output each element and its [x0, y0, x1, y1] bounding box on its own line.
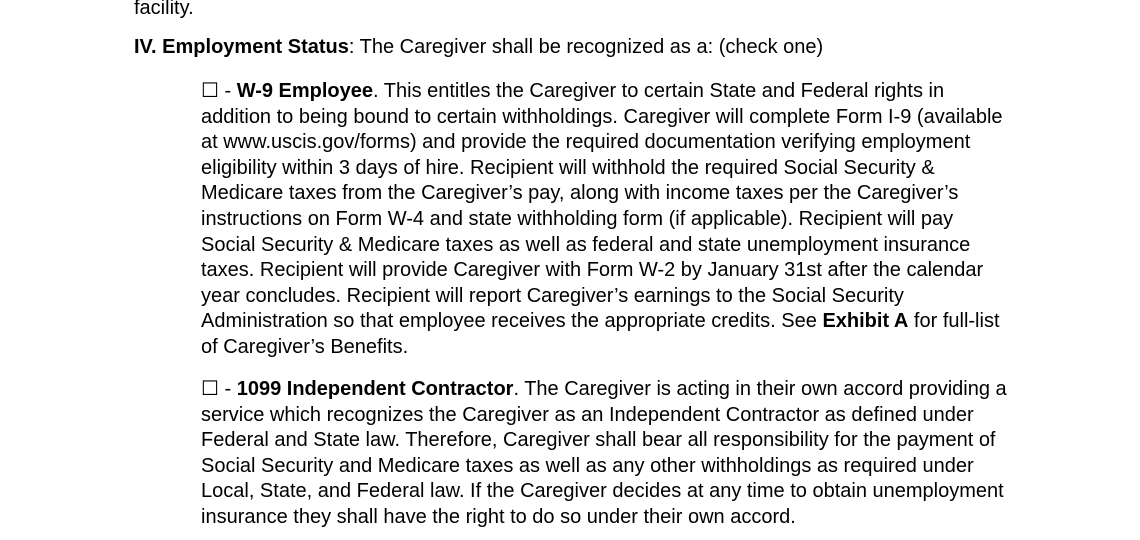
w9-employee-body: . This entitles the Caregiver to certain State and Federal rights in addition to being bound to certain withholdings. Caregiver will complete Form I-9 (available at www.uscis.gov/forms) and provide the required documentation verifying employment eligibility within 3 days of hire. Recipient will withhold the required Social Security & Medicare taxes from the Caregiver’s pay, along with income taxes per the Caregiver’s instructions on Form W-4 and state withholding form (if applicable). Recipient will pay Social Security & Medicare taxes as well as federal and state unemployment insurance taxes. Recipient will provide Caregiver with Form W-2 by January 31st after the calendar year concludes. Recipient will report Caregiver’s earnings to the Social Security Administration so that employee receives the appropriate credits. See [201, 80, 1003, 333]
w9-employee-checkbox[interactable]: ☐ [201, 80, 219, 102]
previous-paragraph-end: facility. [134, 0, 194, 19]
independent-contractor-title: 1099 Independent Contractor [236, 378, 514, 400]
w9-employee-title: W-9 Employee [236, 80, 374, 102]
independent-contractor-checkbox[interactable]: ☐ [201, 378, 219, 400]
section-intro-text: : The Caregiver shall be recognized as a: (check one) [348, 36, 824, 58]
independent-contractor-text [201, 377, 1013, 531]
independent-contractor-option [201, 377, 1013, 531]
independent-contractor-body: . The Caregiver is acting in their own accord providing a service which recognizes the Caregiver as an Independent Contractor as defined under Federal and State law. Therefore, Caregiver shall bear all responsibility for the payment of Social Security and Medicare taxes as well as any other withholdings as required under Local, State, and Federal law. If the Caregiver decides at any time to obtain unemployment insurance they shall have the right to do so under their own accord. [201, 378, 1007, 528]
w9-employee-option [201, 79, 1013, 361]
option-dash: - [218, 378, 237, 400]
option-dash: - [218, 80, 237, 102]
exhibit-a-reference: Exhibit A [822, 310, 909, 333]
employment-status-section [134, 35, 823, 61]
w9-employee-tail: for full-list of Caregiver’s Benefits. [201, 310, 1000, 358]
section-heading: IV. Employment Status [134, 36, 349, 58]
w9-employee-text [201, 79, 1013, 361]
